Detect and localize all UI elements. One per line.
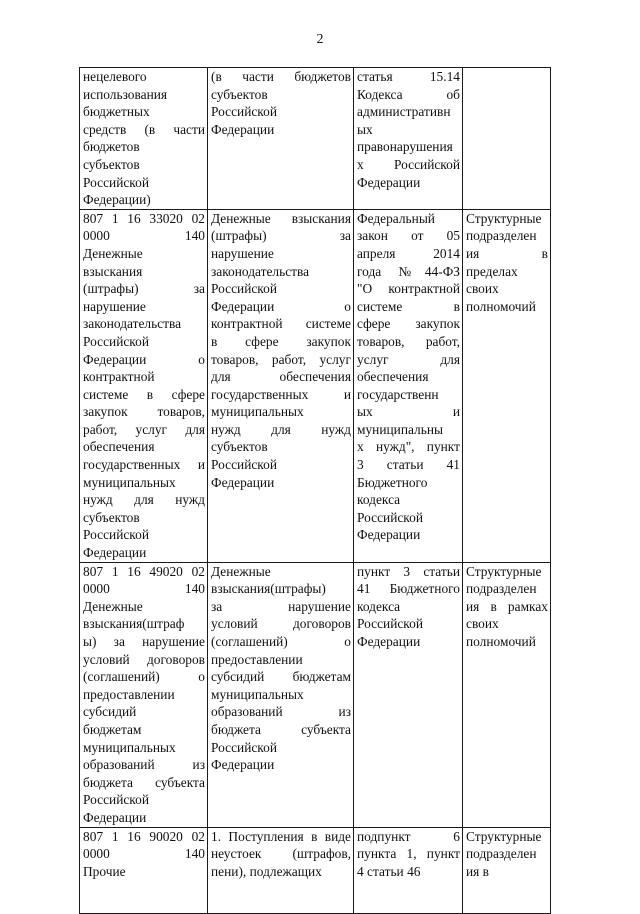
cell-text-line: Федерации: [357, 174, 421, 190]
cell-text-line: для обеспечения: [211, 369, 351, 385]
cell-text-line: полномочий: [466, 634, 536, 649]
cell-text-line: нужд для нужд: [83, 492, 205, 508]
cell-text-line: Денежные: [83, 598, 143, 614]
cell-text-line: (штрафы) за: [211, 228, 351, 244]
revenue-table: [79, 67, 551, 914]
cell-text-line: Российской: [83, 174, 149, 190]
cell-text-line: неустоек (штрафов,: [211, 846, 351, 862]
cell-text-line: подразделен: [466, 846, 537, 862]
cell-text-line: Федерации: [357, 527, 421, 543]
cell-text-line: ия в: [466, 863, 489, 879]
cell-text-line: закупок товаров,: [83, 404, 205, 420]
cell-text-line: кодекса: [357, 598, 401, 614]
cell-text-line: товаров, работ, услуг: [211, 351, 351, 367]
cell-text-line: (соглашений) о: [211, 634, 351, 649]
cell-text-line: законодательства: [211, 263, 310, 279]
table-row: [80, 562, 551, 827]
cell-text-line: субъектов: [83, 156, 140, 172]
cell-text-line: условий договоров: [211, 616, 351, 632]
cell-text-line: Федеральный: [357, 210, 435, 226]
cell-text-line: пени), подлежащих: [211, 863, 322, 879]
cell-text-line: муниципальных: [211, 686, 304, 702]
cell-text-line: Кодекса об: [357, 86, 460, 102]
cell-text-line: Российской: [357, 616, 423, 632]
cell-text-line: товаров, работ,: [357, 333, 460, 349]
cell-text-line: своих: [466, 616, 499, 632]
cell-text-line: нужд для нужд: [211, 421, 351, 437]
code-and-name-cell: [80, 68, 208, 210]
cell-text-line: муниципальных: [211, 404, 304, 420]
cell-text-line: государственных и: [83, 457, 205, 473]
cell-text-line: государственных и: [211, 386, 351, 402]
cell-text-line: ия в рамках: [466, 598, 548, 614]
code-and-name-cell: [80, 209, 208, 562]
cell-text-line: бюджетов: [83, 139, 140, 155]
description-cell: [208, 562, 354, 827]
cell-text-line: (штрафы) за: [83, 281, 205, 297]
cell-text-line: субъектов: [211, 439, 268, 455]
administrator-cell: [463, 68, 551, 210]
cell-text-line: Денежные: [83, 245, 143, 261]
cell-text-line: субъектов: [211, 86, 268, 102]
cell-text-line: субсидий: [83, 704, 137, 720]
cell-text-line: Структурные: [466, 563, 542, 579]
cell-text-line: 0000 140: [83, 846, 205, 862]
cell-text-line: сфере закупок: [357, 316, 460, 332]
legal-basis-cell: [354, 209, 463, 562]
cell-text-line: статья 15.14: [357, 69, 460, 84]
cell-text-line: субъектов: [83, 509, 140, 525]
cell-text-line: кодекса: [357, 492, 401, 508]
cell-text-line: обеспечения: [357, 369, 429, 385]
cell-text-line: Прочие: [83, 863, 126, 879]
administrator-cell: [463, 562, 551, 827]
cell-text-line: бюджетам: [83, 721, 142, 737]
cell-text-line: нарушение: [211, 245, 274, 261]
cell-text-line: законодательства: [83, 316, 182, 332]
cell-text-line: средств (в части: [83, 121, 205, 137]
page-number: 2: [316, 32, 324, 47]
cell-text-line: 41 Бюджетного: [357, 581, 460, 597]
cell-text-line: бюджета субъекта: [83, 774, 205, 790]
cell-text-line: Российской: [83, 333, 149, 349]
cell-text-line: 3 статьи 41: [357, 457, 460, 473]
cell-text-line: 807 1 16 49020 02: [83, 563, 205, 579]
description-cell: [208, 827, 354, 913]
table-row: [80, 68, 551, 210]
code-and-name-cell: [80, 827, 208, 913]
legal-basis-cell: [354, 562, 463, 827]
cell-text-line: использования: [83, 86, 168, 102]
cell-text-line: системе в сфере: [83, 386, 205, 402]
cell-text-line: системе в: [357, 298, 460, 314]
cell-text-line: контрактной: [83, 369, 155, 385]
cell-text-line: административн: [357, 104, 451, 120]
cell-text-line: 0000 140: [83, 581, 205, 597]
legal-basis-cell: [354, 68, 463, 210]
cell-text-line: предоставлении: [211, 651, 303, 667]
cell-text-line: 1. Поступления в виде: [211, 828, 351, 844]
cell-text-line: Российской: [357, 509, 423, 525]
cell-text-line: подразделен: [466, 581, 537, 597]
cell-text-line: Российской: [211, 281, 277, 297]
cell-text-line: муниципальных: [83, 739, 176, 755]
cell-text-line: подпункт 6: [357, 828, 460, 844]
cell-text-line: апреля 2014: [357, 245, 460, 261]
cell-text-line: предоставлении: [83, 686, 175, 702]
cell-text-line: взыскания(штрафы): [211, 581, 326, 597]
cell-text-line: х нужд", пункт: [357, 439, 460, 455]
description-cell: [208, 68, 354, 210]
cell-text-line: пункта 1, пункт: [357, 846, 460, 862]
cell-text-line: Федерации: [211, 474, 275, 490]
cell-text-line: (в части бюджетов: [211, 69, 351, 84]
administrator-cell: [463, 209, 551, 562]
cell-text-line: (соглашений) о: [83, 669, 205, 685]
cell-text-line: ы) за нарушение: [83, 634, 205, 649]
cell-text-line: бюджетных: [83, 104, 150, 120]
cell-text-line: Структурные: [466, 828, 542, 844]
cell-text-line: 807 1 16 33020 02: [83, 210, 205, 226]
table-row: [80, 827, 551, 913]
cell-text-line: Российской: [211, 104, 277, 120]
cell-text-line: года №44-ФЗ: [357, 263, 460, 279]
code-and-name-cell: [80, 562, 208, 827]
cell-text-line: Федерации: [83, 809, 147, 825]
cell-text-line: Структурные: [466, 210, 542, 226]
administrator-cell: [463, 827, 551, 913]
cell-text-line: за нарушение: [211, 598, 351, 614]
cell-text-line: нецелевого: [83, 69, 147, 84]
cell-text-line: полномочий: [466, 298, 536, 314]
cell-text-line: закон от 05: [357, 228, 460, 244]
cell-text-line: взыскания: [83, 263, 143, 279]
cell-text-line: своих: [466, 281, 499, 297]
description-cell: [208, 209, 354, 562]
cell-text-line: 807 1 16 90020 02: [83, 828, 205, 844]
cell-text-line: обеспечения: [83, 439, 155, 455]
cell-text-line: образований из: [211, 704, 351, 720]
cell-text-line: Федерации: [357, 634, 421, 649]
cell-text-line: Российской: [211, 457, 277, 473]
cell-text-line: правонарушения: [357, 139, 453, 155]
cell-text-line: ия в: [466, 245, 548, 261]
cell-text-line: 0000 140: [83, 228, 205, 244]
cell-text-line: государственн: [357, 386, 439, 402]
cell-text-line: Федерации: [211, 121, 275, 137]
cell-text-line: Бюджетного: [357, 474, 428, 490]
cell-text-line: субсидий бюджетам: [211, 669, 351, 685]
cell-text-line: условий договоров: [83, 651, 205, 667]
cell-text-line: муниципальны: [357, 421, 444, 437]
cell-text-line: образований из: [83, 757, 205, 773]
cell-text-line: нарушение: [83, 298, 146, 314]
cell-text-line: работ, услуг для: [83, 421, 205, 437]
cell-text-line: х Российской: [357, 156, 460, 172]
cell-text-line: Федерации о: [211, 298, 351, 314]
cell-text-line: Федерации: [83, 545, 147, 561]
cell-text-line: Российской: [83, 792, 149, 808]
cell-text-line: Денежные: [211, 563, 271, 579]
cell-text-line: контрактной системе: [211, 316, 351, 332]
legal-basis-cell: [354, 827, 463, 913]
cell-text-line: услуг для: [357, 351, 460, 367]
cell-text-line: пункт 3 статьи: [357, 563, 460, 579]
cell-text-line: Российской: [83, 527, 149, 543]
table-row: [80, 209, 551, 562]
cell-text-line: подразделен: [466, 228, 537, 244]
cell-text-line: Российской: [211, 739, 277, 755]
cell-text-line: Федерации: [211, 757, 275, 773]
cell-text-line: ых: [357, 121, 373, 137]
cell-text-line: Федерации): [83, 192, 151, 208]
cell-text-line: "О контрактной: [357, 281, 460, 297]
cell-text-line: ых и: [357, 404, 460, 420]
cell-text-line: взыскания(штраф: [83, 616, 185, 632]
cell-text-line: Денежные взыскания: [211, 210, 351, 226]
cell-text-line: пределах: [466, 263, 518, 279]
cell-text-line: Федерации о: [83, 351, 205, 367]
cell-text-line: 4 статьи 46: [357, 863, 421, 879]
cell-text-line: бюджета субъекта: [211, 721, 351, 737]
cell-text-line: муниципальных: [83, 474, 176, 490]
cell-text-line: в сфере закупок: [211, 333, 351, 349]
